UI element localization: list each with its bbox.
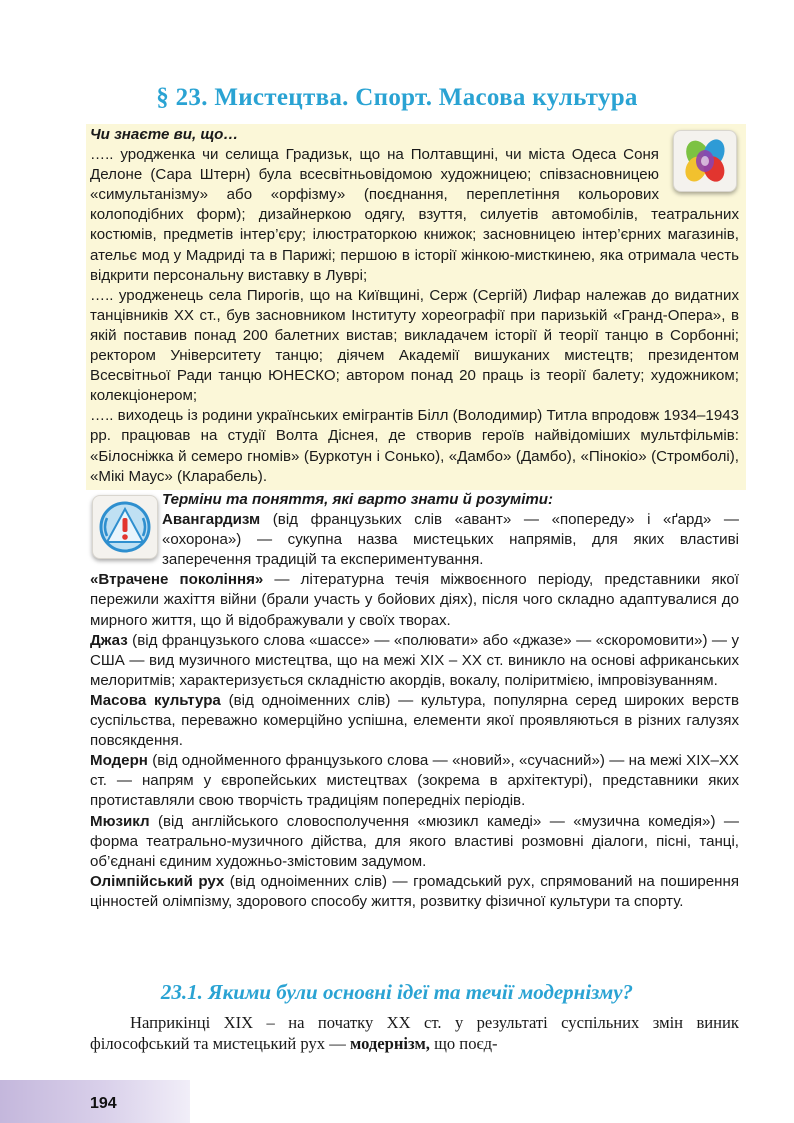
term-name: Мюзикл <box>90 812 150 830</box>
terms-heading: Терміни та поняття, які варто знати й розуміти: <box>162 491 554 508</box>
term-name: «Втрачене покоління» <box>90 571 264 589</box>
did-you-know-text <box>90 125 739 487</box>
term-definition: — літературна течія міжвоєнного періоду, представники якої пережили жахіття війни (брали участь у бойових діях), після чого складно адаптувалися до мирного життя, що й відображували у своїх творах. <box>90 571 739 629</box>
term-item <box>90 510 739 570</box>
fact-paragraph: ….. виходець із родини українських емігрантів Білл (Володимир) Титла впродовж 1934–1943 рр. працював на студії Волта Діснея, де створив героїв найвідоміших мультфільмів: «Білосніжка й семеро гномів» (Буркотун і Сонько), «Дамбо» (Дамбо), «Пінокіо» (Стромболі), «Мікі Маус» (Кларабель). <box>90 407 739 485</box>
fact-paragraph: ….. уродженець села Пирогів, що на Київщині, Серж (Сергій) Лифар належав до видатних танцівників ХХ ст., був засновником Інституту хореографії при паризькій «Гранд-Опера», в якій поставив понад 200 балетних вистав; викладачем історії й теорії танцю в Сорбонні; ректором Університету танцю; діячем Академії вишуканих мистецтв; президентом Всесвітньої Ради танцю ЮНЕСКО; автором понад 20 праць із теорії балету; художником; колекціонером; <box>90 286 739 405</box>
term-definition: (від одноіменних слів) — культура, популярна серед широких верств суспільства, переважно комерційно успішна, елементи якої проявляються в різних галузях повсякдення. <box>90 691 739 750</box>
page-title: § 23. Мистецтва. Спорт. Масова культура <box>156 84 638 111</box>
terms-section <box>90 490 739 912</box>
section-paragraph <box>90 1012 739 1054</box>
paragraph-text: Наприкінці ХІХ – на початку ХХ ст. у результаті суспільних змін виник філософський та мистецький рух — <box>90 1013 739 1053</box>
icon-spacer <box>659 125 739 189</box>
term-definition: (від одноіменних слів) — громадський рух, спрямований на поширення цінностей олімпізму, здорового способу життя, розвитку фізичної культури та спорту. <box>90 872 739 910</box>
key-term: модернізм, <box>349 1034 430 1053</box>
term-name: Олімпійський рух <box>90 872 225 890</box>
term-name: Модерн <box>90 752 148 770</box>
term-item <box>90 570 739 630</box>
page-number: 194 <box>90 1095 117 1112</box>
term-item <box>90 812 739 872</box>
term-item <box>90 751 739 811</box>
term-definition: (від французького слова «шассе» — «полювати» або «джазе» — «скоромовити») — у США — вид музичного мистецтва, що на межі ХІХ – ХХ ст. виникло на основі африканських мелоритмів; характеризується складністю акордів, вокалу, поліритмією, імпровізуванням. <box>90 631 739 689</box>
term-definition: (від англійського словосполучення «мюзикл камеді» — «музична комедія») — форма театрально-музичного дійства, для якого властиві розмовні діалоги, пісні, танці, об’єднані єдиним художньо-змістовим задумом. <box>90 812 739 870</box>
paragraph-text: що поєд- <box>429 1034 498 1053</box>
term-definition: (від однойменного французького слова — «новий», «сучасний») — на межі ХІХ–ХХ ст. — напрям у європейських мистецтвах (зокрема в архітектурі), представники яких протиставляли свою творчість традиціям попередніх періодів. <box>90 752 739 810</box>
term-name: Авангардизм <box>162 511 261 529</box>
fact-paragraph: ….. уродженка чи селища Градизьк, що на Полтавщині, чи міста Одеса Соня Делоне (Сара Штерн) була всесвітньовідомою художницею; співзасновницею «симультанізму» або «орфізму» (поєднання, переплетіння кольорових колоподібних форм); дизайнеркою одягу, взуття, силуетів автомобілів, театральних костюмів, предметів інтер’єру; ілюстраторкою книжок; засновницею інтер’єрних магазинів, ательє мод у Мадриді та в Парижі; першою в історії жінкою-мисткинею, яка отримала честь відкрити персональну виставку в Луврі; <box>90 146 739 284</box>
term-item <box>90 631 739 691</box>
icon-spacer <box>90 490 162 558</box>
term-name: Джаз <box>90 631 128 649</box>
term-definition: (від французьких слів «авант» — «попереду» і «ґард» — «охорона») — сукупна назва мистецьких напрямів, для яких властиві заперечення традицій та експериментування. <box>162 511 739 569</box>
term-item <box>90 691 739 751</box>
did-you-know-heading: Чи знаєте ви, що… <box>90 126 239 143</box>
term-name: Масова культура <box>90 691 221 709</box>
section-heading: 23.1. Якими були основні ідеї та течії модернізму? <box>160 980 634 1004</box>
term-item <box>90 872 739 912</box>
